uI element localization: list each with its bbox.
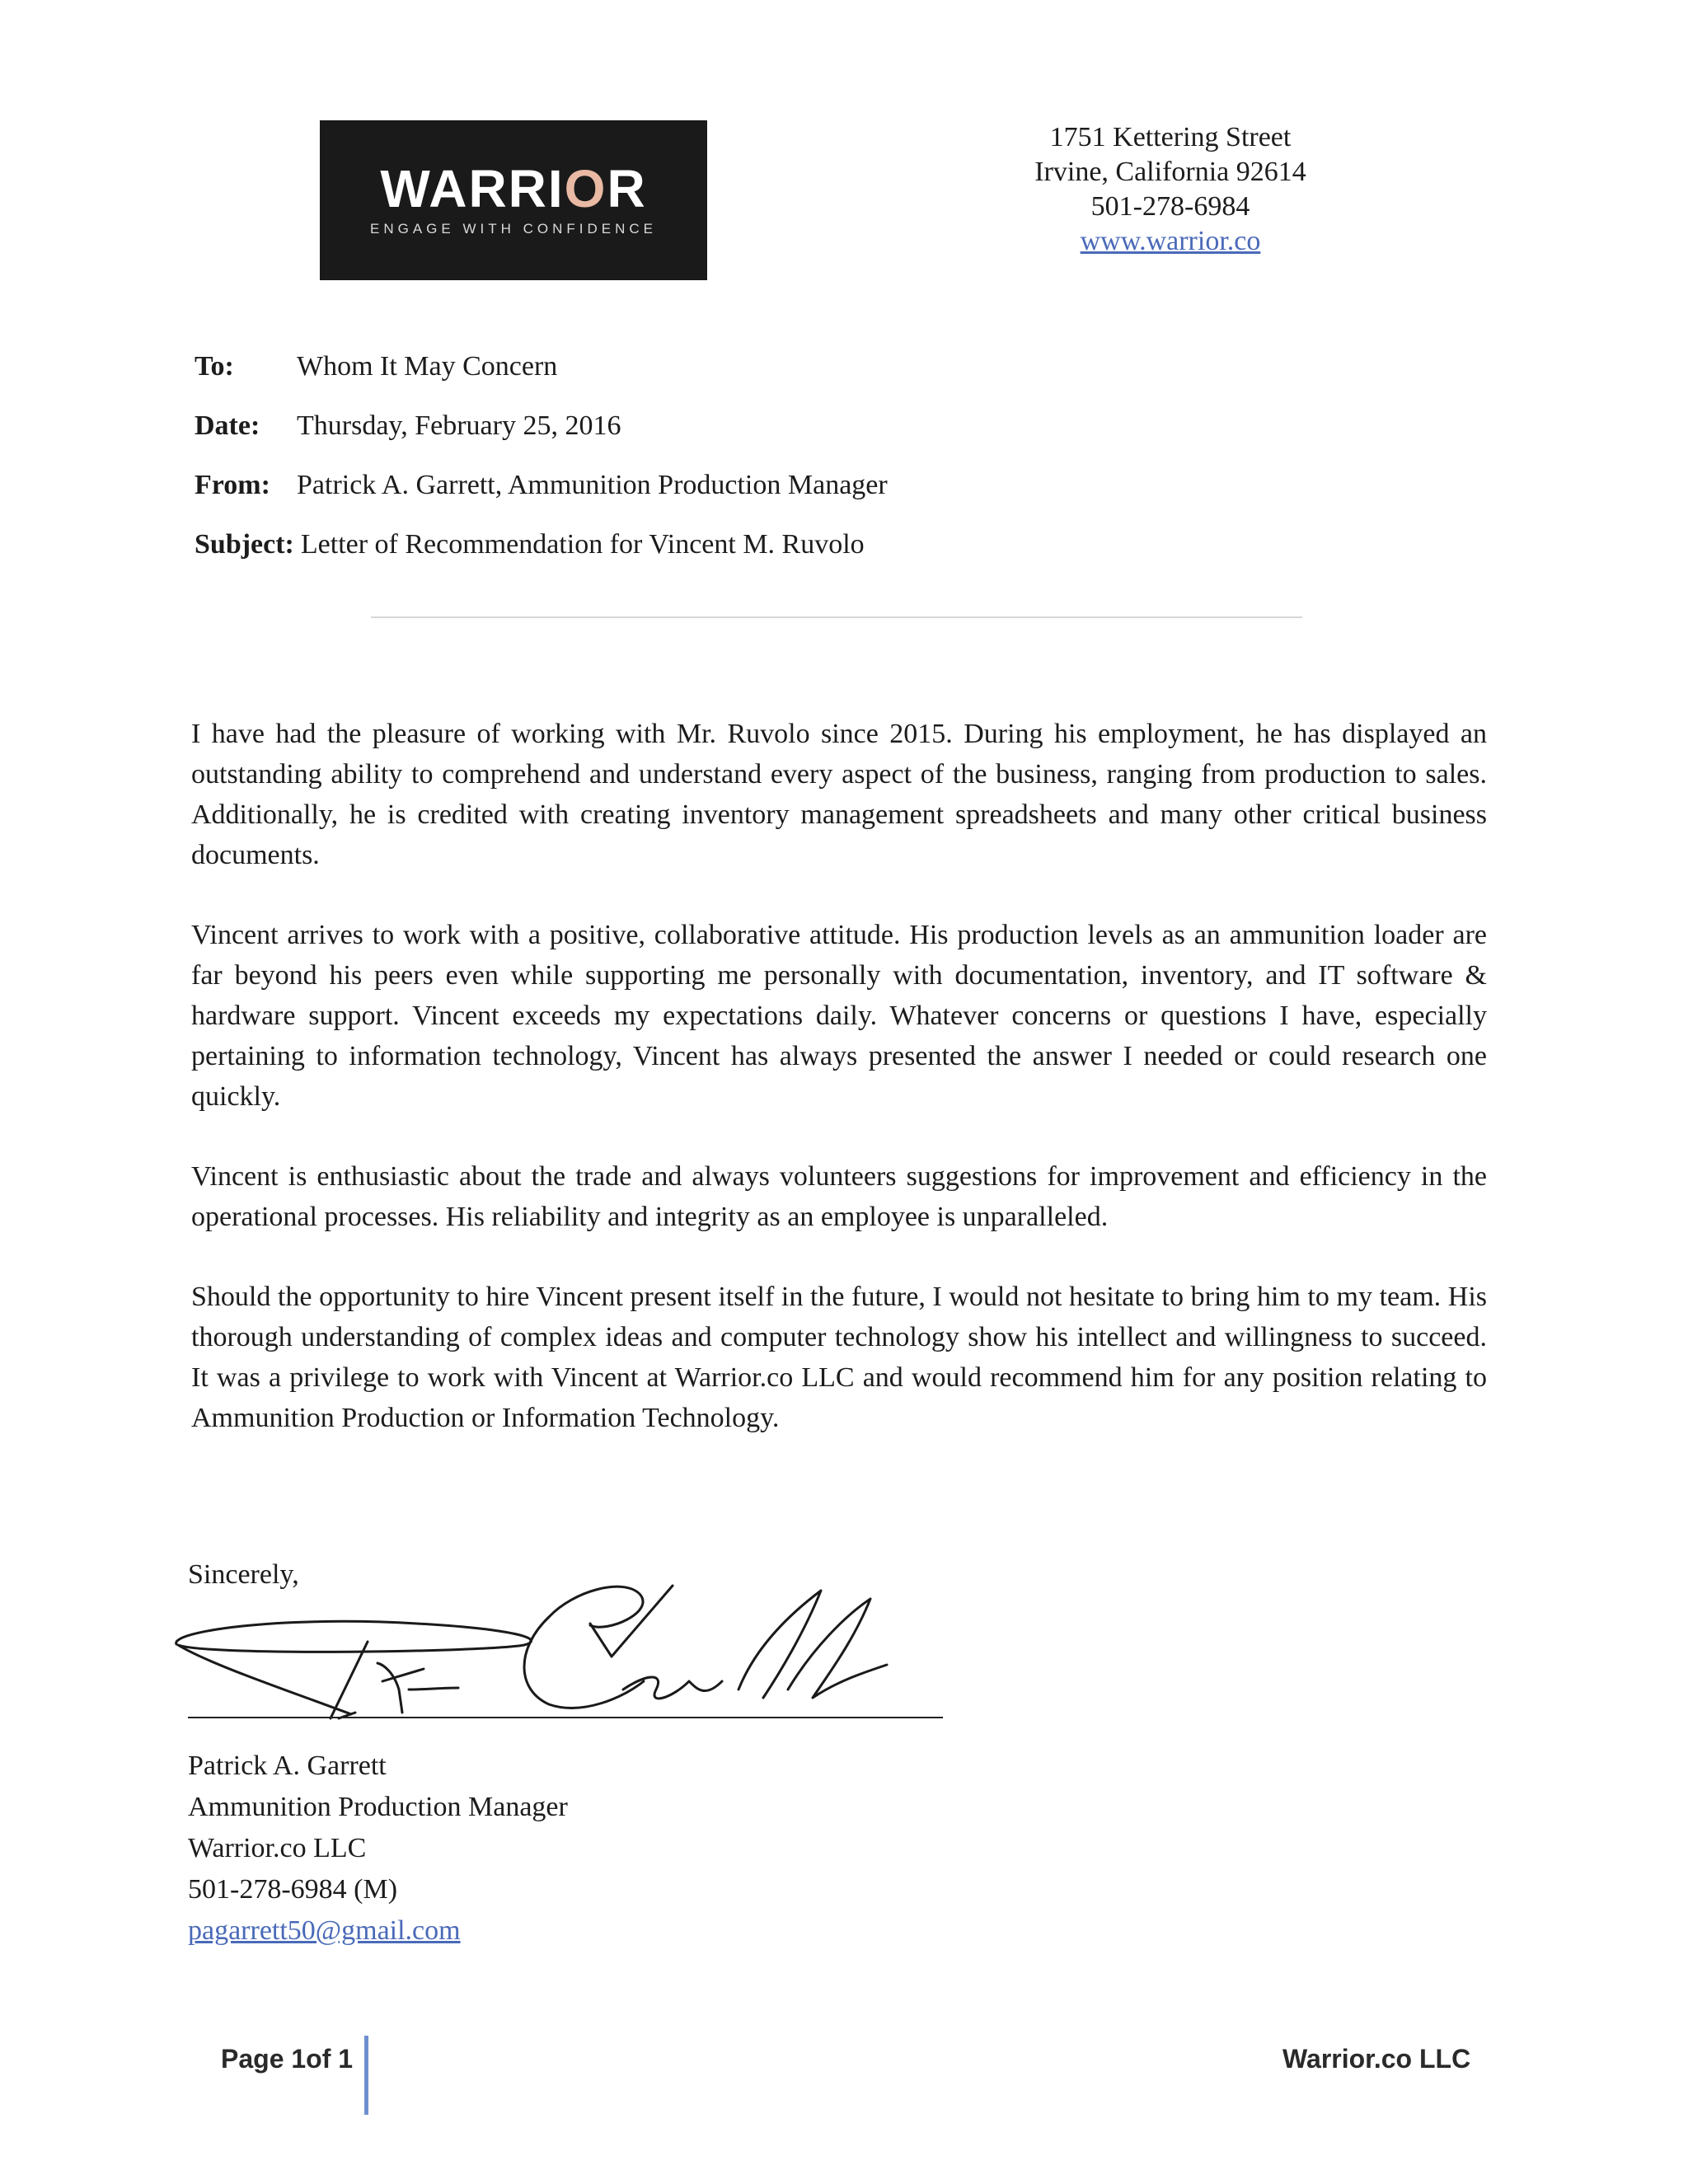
signature-block (188, 1746, 568, 1952)
signer-name: Patrick A. Garrett (188, 1750, 387, 1781)
handwritten-signature (162, 1566, 903, 1731)
header-divider (371, 616, 1302, 618)
memo-to (195, 351, 558, 382)
footer-divider (364, 2036, 368, 2115)
logo-helmet-o: O (564, 159, 607, 218)
body-paragraph-1: I have had the pleasure of working with Mr. Ruvolo since 2015. During his employment, he has displayed an outstanding ability to comprehend and understand every aspect of the business, ranging from production to sales. Additionally, he is credited with creating inventory management spreadsheets and many other critical business documents. (191, 719, 1487, 870)
memo-subject (195, 529, 865, 560)
memo-to-value: Whom It May Concern (297, 351, 558, 382)
memo-date (195, 410, 621, 442)
signer-company: Warrior.co LLC (188, 1833, 367, 1863)
memo-from (195, 470, 888, 501)
closing-salutation: Sincerely, (188, 1559, 299, 1590)
address-phone: 501-278-6984 (1090, 191, 1250, 222)
body-paragraph-2: Vincent arrives to work with a positive, collaborative attitude. His production levels as an ammunition loader are far beyond his peers even while supporting me personally with documentation, inventory, and IT software & hardware support. Vincent exceeds my expectations daily. Whatever concerns or questions I have, especially pertaining to information technology, Vincent has always presented the answer I needed or could research one quickly. (191, 920, 1487, 1112)
logo-wordmark: WARRIOR (380, 159, 647, 218)
logo-tagline: ENGAGE WITH CONFIDENCE (369, 221, 657, 237)
footer-company: Warrior.co LLC (1282, 2044, 1471, 2074)
memo-date-value: Thursday, February 25, 2016 (297, 410, 621, 441)
memo-to-label: To: (195, 351, 234, 382)
body-paragraph-4: Should the opportunity to hire Vincent present itself in the future, I would not hesitate to bring him to my team. His thorough understanding of complex ideas and computer technology show his intellect and willingness to succeed. It was a privilege to work with Vincent at Warrior.co LLC and would recommend him for any position relating to Ammunition Production or Information Technology. (191, 1282, 1487, 1433)
company-address (956, 120, 1385, 259)
letter-body (191, 714, 1487, 1478)
memo-subject-label: Subject: (195, 529, 294, 560)
website-link[interactable]: www.warrior.co (1080, 226, 1261, 256)
signature-line (188, 1717, 943, 1718)
memo-from-label: From: (195, 470, 270, 500)
body-paragraph-3: Vincent is enthusiastic about the trade and always volunteers suggestions for improvement and efficiency in the operational processes. His reliability and integrity as an employee is unparalleled. (191, 1161, 1487, 1232)
address-city: Irvine, California 92614 (1034, 157, 1306, 187)
memo-date-label: Date: (195, 410, 260, 441)
page-number: Page 1of 1 (221, 2044, 354, 2074)
company-logo (320, 120, 707, 280)
signer-phone: 501-278-6984 (M) (188, 1874, 398, 1905)
memo-subject-value: Letter of Recommendation for Vincent M. Ruvolo (300, 529, 865, 560)
address-street: 1751 Kettering Street (1049, 122, 1292, 152)
memo-from-value: Patrick A. Garrett, Ammunition Production Manager (297, 470, 888, 500)
signer-email-link[interactable]: pagarrett50@gmail.com (188, 1915, 461, 1946)
signer-title: Ammunition Production Manager (188, 1792, 568, 1822)
